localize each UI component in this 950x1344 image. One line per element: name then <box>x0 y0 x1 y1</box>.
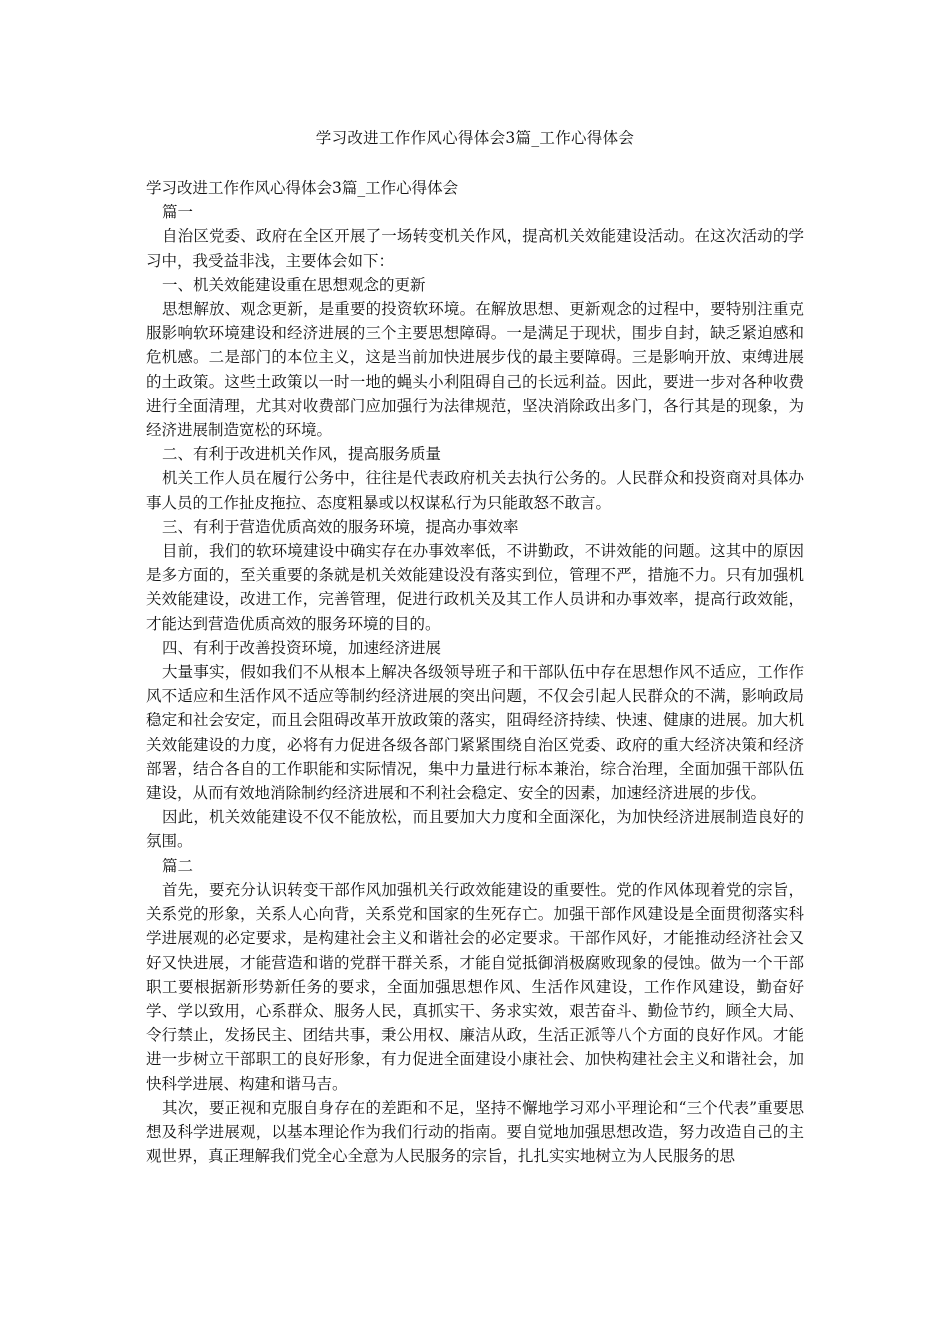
document-title: 学习改进工作作风心得体会3篇_工作心得体会 <box>315 129 635 147</box>
paragraph: 因此，机关效能建设不仅不能放松，而且要加大力度和全面深化，为加快经济进展制造良好的氛围。 <box>146 808 804 851</box>
paragraph: 大量事实，假如我们不从根本上解决各级领导班子和干部队伍中存在思想作风不适应，工作作风不适应和生活作风不适应等制约经济进展的突出问题，不仅会引起人民群众的不满，影响政局稳定和社会安定，而且会阻碍改革开放政策的落实，阻碍经济持续、快速、健康的进展。加大机关效能建设的力度，必将有力促进各级各部门紧紧围绕自治区党委、政府的重大经济决策和经济部署，结合各自的工作职能和实际情况，集中力量进行标本兼治，综合治理，全面加强干部队伍建设，从而有效地消除制约经济进展和不利社会稳定、安全的因素，加速经济进展的步伐。 <box>146 663 804 803</box>
section-heading-part-one: 篇一 <box>162 203 194 222</box>
section-heading: 三、有利于营造优质高效的服务环境，提高办事效率 <box>162 517 519 536</box>
section-heading-part-two: 篇二 <box>162 856 194 875</box>
section-heading: 一、机关效能建设重在思想观念的更新 <box>162 275 426 294</box>
paragraph: 机关工作人员在履行公务中，往往是代表政府机关去执行公务的。人民群众和投资商对具体办事人员的工作扯皮拖拉、态度粗暴或以权谋私行为只能敢怒不敢言。 <box>146 469 804 512</box>
paragraph: 思想解放、观念更新，是重要的投资软环境。在解放思想、更新观念的过程中，要特别注重克服影响软环境建设和经济进展的三个主要思想障碍。一是满足于现状，围步自封，缺乏紧迫感和危机感。二是部门的本位主义，这是当前加快进展步伐的最主要障碍。三是影响开放、束缚进展的土政策。这些土政策以一时一地的蝇头小利阻碍自己的长远利益。因此，要进一步对各种收费进行全面清理，尤其对收费部门应加强行为法律规范，坚决消除政出多门，各行其是的现象，为经济进展制造宽松的环境。 <box>146 300 804 440</box>
document-body <box>146 176 804 1168</box>
section-heading: 四、有利于改善投资环境，加速经济进展 <box>162 638 442 657</box>
paragraph: 首先，要充分认识转变干部作风加强机关行政效能建设的重要性。党的作风体现着党的宗旨，关系党的形象，关系人心向背，关系党和国家的生死存亡。加强干部作风建设是全面贯彻落实科学进展观的必定要求，是构建社会主义和谐社会的必定要求。干部作风好，才能推动经济社会又好又快进展，才能营造和谐的党群干群关系，才能自觉抵御消极腐败现象的侵蚀。做为一个干部职工要根据新形势新任务的要求，全面加强思想作风、生活作风建设，工作作风建设，勤奋好学、学以致用，心系群众、服务人民，真抓实干、务求实效，艰苦奋斗、勤俭节约，顾全大局、令行禁止，发扬民主、团结共事，秉公用权、廉洁从政，生活正派等八个方面的良好作风。才能进一步树立干部职工的良好形象，有力促进全面建设小康社会、加快构建社会主义和谐社会，加快科学进展、构建和谐马吉。 <box>146 880 804 1093</box>
document-subtitle: 学习改进工作作风心得体会3篇_工作心得体会 <box>146 179 459 197</box>
paragraph: 其次，要正视和克服自身存在的差距和不足，坚持不懈地学习邓小平理论和“三个代表”重要思想及科学进展观，以基本理论作为我们行动的指南。要自觉地加强思想改造，努力改造自己的主观世界，真正理解我们党全心全意为人民服务的宗旨，扎扎实实地树立为人民服务的思 <box>146 1098 804 1166</box>
paragraph: 目前，我们的软环境建设中确实存在办事效率低，不讲勤政，不讲效能的问题。这其中的原因是多方面的，至关重要的条就是机关效能建设没有落实到位，管理不严，措施不力。只有加强机关效能建设，改进工作，完善管理，促进行政机关及其工作人员讲和办事效率，提高行政效能，才能达到营造优质高效的服务环境的目的。 <box>146 542 804 633</box>
paragraph: 自治区党委、政府在全区开展了一场转变机关作风，提高机关效能建设活动。在这次活动的学习中，我受益非浅，主要体会如下： <box>146 227 804 270</box>
section-heading: 二、有利于改进机关作风，提高服务质量 <box>162 445 442 464</box>
